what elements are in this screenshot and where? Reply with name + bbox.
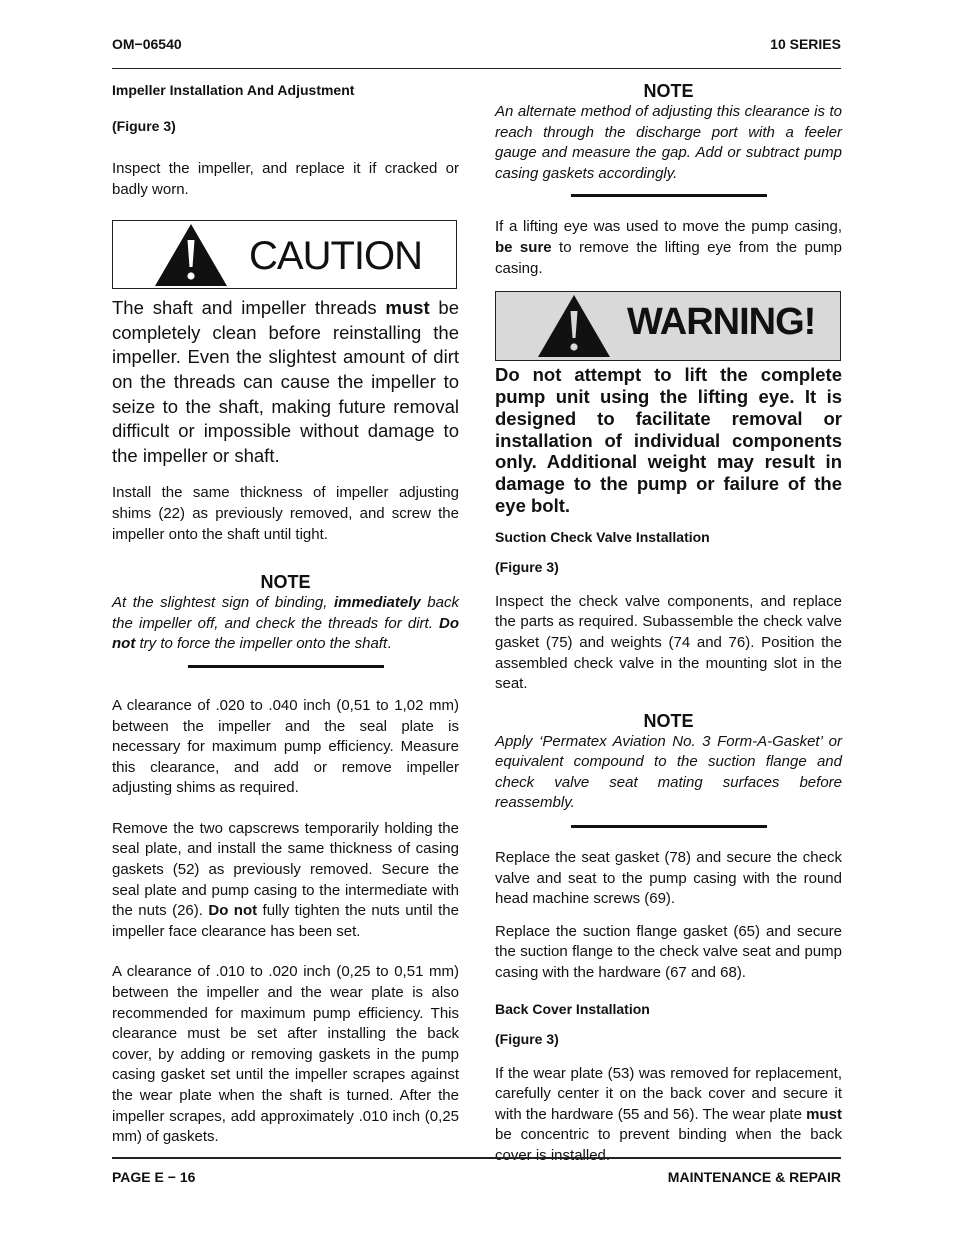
page-footer [112, 1157, 841, 1185]
document-number: OM−06540 [112, 36, 182, 52]
left-column [112, 80, 459, 1148]
paragraph-remove-capscrews: Remove the two capscrews temporarily holding the seal plate, and install the same thickness of casing gaskets (52) as previously removed. Secure the seal plate and pump casing to the intermediate with the nuts (26). Do not fully tighten the nuts until the impeller face clearance has been set. [112, 819, 459, 940]
paragraph-suction-flange: Replace the suction flange gasket (65) and secure the suction flange to the check valve seat and pump casing with the hardware (67 and 68). [495, 922, 842, 982]
section-heading-check-valve: Suction Check Valve Installation [495, 528, 710, 545]
figure-reference: (Figure 3) [495, 558, 559, 575]
note-alternate-method: An alternate method of adjusting this clearance is to reach through the discharge port with a feeler gauge and measure the gap. Add or subtract pump casing gaskets accordingly. [495, 103, 842, 182]
paragraph-install-shims: Install the same thickness of impeller adjusting shims (22) as previously removed, and screw the impeller onto the shaft until tight. [112, 484, 459, 543]
warning-banner [495, 291, 841, 361]
warning-text: Do not attempt to lift the complete pump unit using the lifting eye. It is designed to facilitate removal or installation of individual components only. Additional weight may result in damage to the pump or failure of the eye bolt. [495, 364, 842, 516]
page-header [112, 34, 841, 69]
paragraph-lifting-eye: If a lifting eye was used to move the pump casing, be sure to remove the lifting eye from the pump casing. [495, 218, 843, 277]
caution-text: The shaft and impeller threads must be completely clean before reinstalling the impeller. Even the slightest amount of dirt on the threads can cause the impeller to seize to the shaft, making future removal difficult or impossible without damage to the impeller or shaft. [112, 297, 460, 466]
note-title: NOTE [643, 81, 694, 101]
section-heading-impeller: Impeller Installation And Adjustment [112, 82, 355, 98]
note-title: NOTE [643, 710, 694, 731]
note-divider [188, 665, 384, 668]
figure-reference: (Figure 3) [112, 118, 176, 134]
warning-label: WARNING! [627, 301, 816, 344]
paragraph-inspect-impeller: Inspect the impeller, and replace it if cracked or badly worn. [112, 160, 459, 198]
page-number: PAGE E − 16 [112, 1169, 196, 1185]
caution-banner [112, 220, 457, 289]
figure-reference: (Figure 3) [495, 1030, 559, 1047]
paragraph-wear-plate: If the wear plate (53) was removed for replacement, carefully center it on the back cover and secure it with the hardware (55 and 56). The wear plate must be concentric to prevent binding when the back cover is installed. [495, 1064, 842, 1165]
note-divider [571, 194, 767, 197]
caution-label: CAUTION [249, 234, 422, 279]
series-label: 10 SERIES [770, 36, 841, 52]
paragraph-inspect-check-valve: Inspect the check valve components, and replace the parts as required. Subassemble the check valve gasket (75) and weights (74 and 76). Position the assembled check valve in the mounting slot in the seat. [495, 592, 842, 693]
paragraph-seat-gasket: Replace the seat gasket (78) and secure the check valve and seat to the pump casing with the round head machine screws (69). [495, 849, 842, 908]
section-heading-back-cover: Back Cover Installation [495, 1000, 650, 1017]
note-permatex: Apply ‘Permatex Aviation No. 3 Form-A-Gasket’ or equivalent compound to the suction flange and check valve seat mating surfaces before reassembly. [495, 732, 842, 812]
right-column [495, 80, 842, 1167]
paragraph-wear-plate-clearance: A clearance of .010 to .020 inch (0,25 to 0,51 mm) between the impeller and the wear plate is also recommended for maximum pump efficiency. This clearance must be set after installing the back cover, by adding or removing gaskets in the pump casing gasket set until the impeller scrapes against the wear plate when the shaft is turned. After the impeller scrapes, add approximately .010 inch (0,25 mm) of gaskets. [112, 963, 459, 1146]
caution-triangle-icon [155, 224, 227, 286]
warning-triangle-icon [538, 295, 610, 357]
note-title: NOTE [260, 572, 311, 593]
note-divider [571, 825, 767, 828]
section-title: MAINTENANCE & REPAIR [667, 1169, 841, 1185]
note-binding: At the slightest sign of binding, immediately back the impeller off, and check the threads for dirt. Do not try to force the impeller onto the shaft. [112, 594, 459, 653]
paragraph-seal-plate-clearance: A clearance of .020 to .040 inch (0,51 to 1,02 mm) between the impeller and the seal plate is necessary for maximum pump efficiency. Measure this clearance, and add or remove impeller adjusting shims as required. [112, 696, 459, 797]
